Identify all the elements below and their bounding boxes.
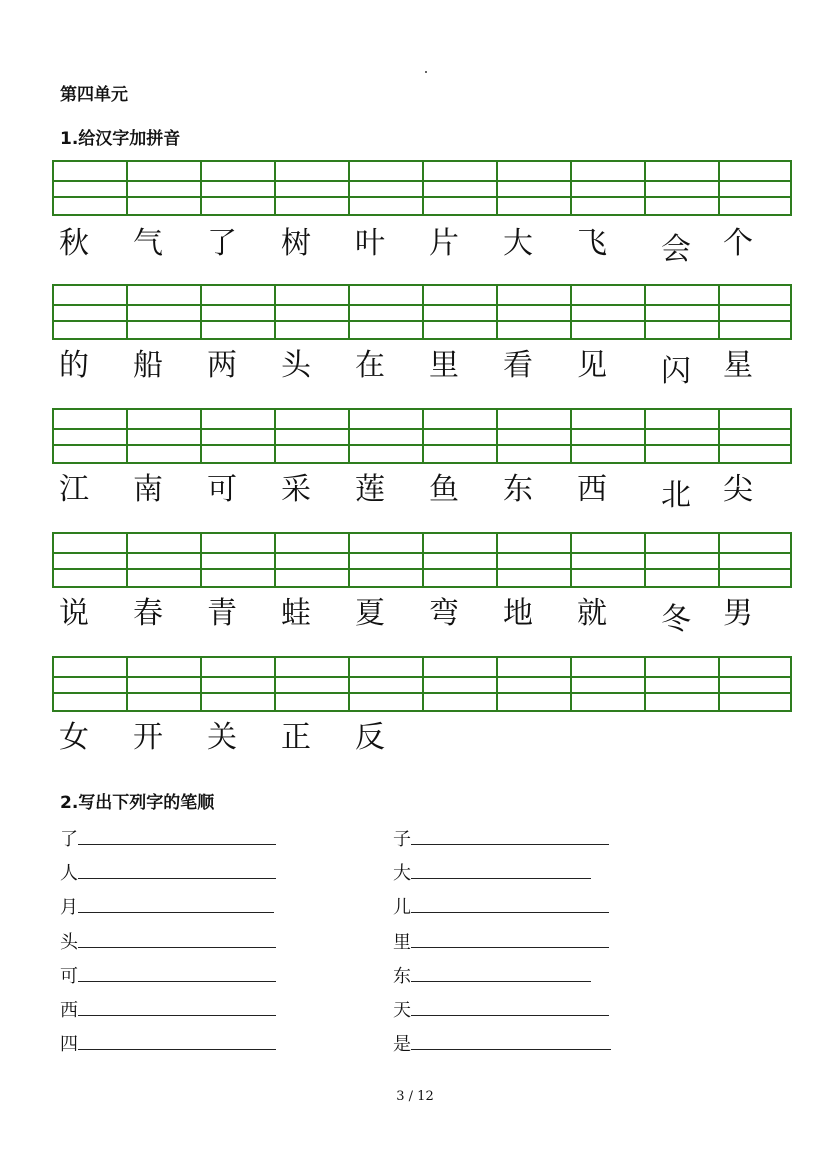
grid-divider [422,534,424,586]
grid-divider [718,162,720,214]
hanzi-char: 秋 [59,226,89,261]
character-row [52,464,812,513]
hanzi-char: 关 [207,720,237,755]
hanzi-char: 采 [281,472,311,507]
grid-divider [126,658,128,710]
hanzi-char: 西 [577,472,607,507]
stroke-line-left [60,893,274,919]
stroke-line-left [60,825,276,851]
hanzi-char: 说 [59,596,89,631]
hanzi-char: 尖 [723,472,753,507]
hanzi-char: 青 [207,596,237,631]
hanzi-char: 可 [207,472,237,507]
hanzi-char: 江 [59,472,89,507]
grid-divider [644,658,646,710]
grid-divider [644,162,646,214]
character-row [52,340,812,389]
stroke-char: 儿 [393,897,411,918]
grid-divider [200,410,202,462]
stroke-blank[interactable] [78,1031,276,1050]
grid-divider [200,162,202,214]
hanzi-char: 见 [577,348,607,383]
grid-divider [274,658,276,710]
hanzi-char: 叶 [355,226,385,261]
grid-divider [644,534,646,586]
stroke-line-left [60,1030,276,1056]
stroke-char: 天 [393,1000,411,1021]
stroke-line-left [60,996,276,1022]
hanzi-char: 冬 [661,602,691,637]
stroke-char: 头 [60,932,78,953]
hanzi-char: 女 [59,720,89,755]
grid-divider [496,286,498,338]
grid-divider [496,534,498,586]
hanzi-char: 大 [503,226,533,261]
grid-divider [570,410,572,462]
stroke-char: 人 [60,863,78,884]
grid-divider [718,534,720,586]
hanzi-char: 头 [281,348,311,383]
grid-divider [274,286,276,338]
stroke-char: 西 [60,1000,78,1021]
stroke-blank[interactable] [78,894,274,913]
hanzi-char: 开 [133,720,163,755]
grid-divider [348,534,350,586]
grid-divider [496,658,498,710]
hanzi-char: 男 [723,596,753,631]
stroke-line-right [393,893,609,919]
pinyin-grid[interactable] [52,656,792,712]
stroke-line-right [393,962,591,988]
stroke-line-left [60,859,276,885]
stroke-line-right [393,1030,611,1056]
grid-divider [422,286,424,338]
page-number: 3 / 12 [396,1089,434,1104]
grid-divider [718,410,720,462]
hanzi-char: 就 [577,596,607,631]
grid-divider [126,286,128,338]
hanzi-char: 弯 [429,596,459,631]
stroke-char: 月 [60,897,78,918]
hanzi-char: 的 [59,348,89,383]
section2-title: 2.写出下列字的笔顺 [60,793,215,813]
grid-divider [496,162,498,214]
hanzi-char: 夏 [355,596,385,631]
grid-divider [348,286,350,338]
grid-divider [200,534,202,586]
hanzi-char: 蛙 [281,596,311,631]
grid-divider [422,162,424,214]
stray-dot [425,71,427,73]
grid-divider [348,162,350,214]
stroke-char: 了 [60,829,78,850]
stroke-char: 东 [393,966,411,987]
stroke-blank[interactable] [411,997,609,1016]
grid-divider [644,410,646,462]
hanzi-char: 北 [661,478,691,513]
hanzi-char: 树 [281,226,311,261]
grid-divider [422,410,424,462]
hanzi-char: 南 [133,472,163,507]
grid-divider [422,658,424,710]
stroke-blank[interactable] [78,929,276,948]
stroke-blank[interactable] [411,894,609,913]
pinyin-grid[interactable] [52,532,792,588]
stroke-blank[interactable] [411,1031,611,1050]
stroke-blank[interactable] [411,963,591,982]
grid-divider [126,534,128,586]
stroke-char: 里 [393,932,411,953]
grid-divider [570,286,572,338]
hanzi-char: 正 [281,720,311,755]
grid-divider [718,658,720,710]
grid-divider [126,162,128,214]
hanzi-char: 星 [723,348,753,383]
hanzi-char: 个 [723,226,753,261]
hanzi-char: 飞 [577,226,607,261]
stroke-char: 大 [393,863,411,884]
hanzi-char: 在 [355,348,385,383]
grid-divider [348,658,350,710]
hanzi-char: 莲 [355,472,385,507]
stroke-blank[interactable] [78,826,276,845]
hanzi-char: 东 [503,472,533,507]
grid-divider [570,162,572,214]
grid-divider [570,658,572,710]
hanzi-char: 地 [503,596,533,631]
hanzi-char: 船 [133,348,163,383]
stroke-line-right [393,928,609,954]
grid-divider [570,534,572,586]
hanzi-char: 片 [429,226,459,261]
hanzi-char: 会 [661,232,691,267]
grid-divider [644,286,646,338]
stroke-line-left [60,928,276,954]
stroke-blank[interactable] [411,929,609,948]
character-row [52,588,812,637]
grid-divider [126,410,128,462]
hanzi-char: 两 [207,348,237,383]
stroke-char: 可 [60,966,78,987]
hanzi-char: 里 [429,348,459,383]
hanzi-char: 气 [133,226,163,261]
stroke-blank[interactable] [411,826,609,845]
grid-divider [274,162,276,214]
character-row [52,218,812,267]
stroke-line-left [60,962,276,988]
grid-divider [200,286,202,338]
section1-title: 1.给汉字加拼音 [60,129,181,149]
pinyin-grid[interactable] [52,408,792,464]
grid-divider [496,410,498,462]
stroke-blank[interactable] [411,860,591,879]
hanzi-char: 闪 [661,354,691,389]
hanzi-char: 了 [207,226,237,261]
grid-divider [718,286,720,338]
stroke-blank[interactable] [78,860,276,879]
stroke-blank[interactable] [78,963,276,982]
hanzi-char: 春 [133,596,163,631]
character-row [52,712,812,755]
hanzi-char: 鱼 [429,472,459,507]
grid-divider [274,534,276,586]
stroke-blank[interactable] [78,997,276,1016]
hanzi-char: 看 [503,348,533,383]
stroke-line-right [393,996,609,1022]
stroke-line-right [393,825,609,851]
grid-divider [200,658,202,710]
stroke-char: 子 [393,829,411,850]
pinyin-grid[interactable] [52,160,792,216]
stroke-char: 四 [60,1034,78,1055]
hanzi-char: 反 [355,720,385,755]
stroke-char: 是 [393,1034,411,1055]
pinyin-grid[interactable] [52,284,792,340]
unit-title: 第四单元 [60,85,128,105]
grid-divider [348,410,350,462]
grid-divider [274,410,276,462]
stroke-line-right [393,859,591,885]
